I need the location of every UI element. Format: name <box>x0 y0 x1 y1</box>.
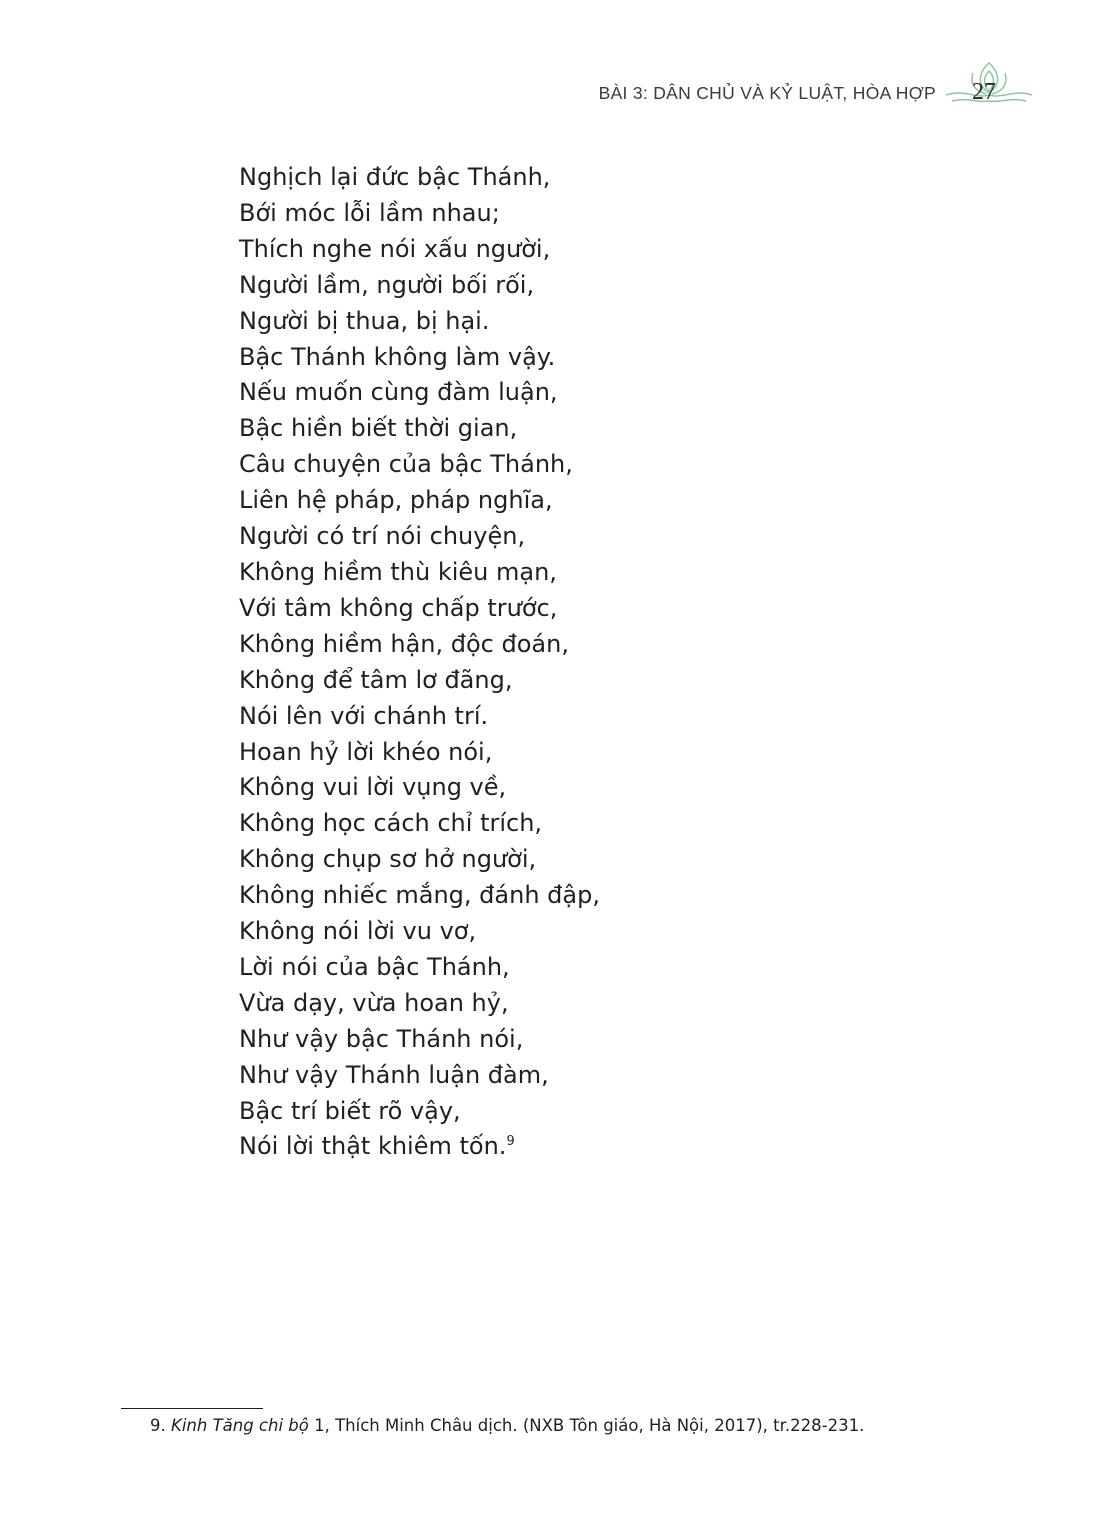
page-number: 27 <box>972 79 996 105</box>
poem-line-text: Nói lời thật khiêm tốn. <box>239 1132 507 1161</box>
poem-line: Không học cách chỉ trích, <box>239 809 543 838</box>
poem-line: Không hiềm thù kiêu mạn, <box>239 557 557 586</box>
poem-line: Không vui lời vụng về, <box>239 773 507 802</box>
poem-line: Với tâm không chấp trước, <box>239 593 558 622</box>
poem-line: Câu chuyện của bậc Thánh, <box>239 450 573 479</box>
poem-line: Bậc hiền biết thời gian, <box>239 414 518 443</box>
poem-line: Như vậy Thánh luận đàm, <box>239 1060 549 1089</box>
page-number-badge <box>944 73 1034 113</box>
poem-line: Bậc trí biết rõ vậy, <box>239 1096 461 1125</box>
footnote-number: 9. <box>150 1416 166 1435</box>
footnote <box>150 1416 864 1435</box>
chapter-title: BÀI 3: DÂN CHỦ VÀ KỶ LUẬT, HÒA HỢP <box>598 82 936 103</box>
poem-line: Lời nói của bậc Thánh, <box>239 952 510 981</box>
poem-line: Người bị thua, bị hại. <box>239 306 490 335</box>
running-header <box>599 78 1034 108</box>
poem-line: Không chụp sơ hở người, <box>239 845 537 874</box>
poem-line: Liên hệ pháp, pháp nghĩa, <box>239 486 553 515</box>
poem-line: Thích nghe nói xấu người, <box>239 234 551 263</box>
poem-line: Bới móc lỗi lầm nhau; <box>239 198 500 227</box>
poem-line: Người có trí nói chuyện, <box>239 522 526 551</box>
poem-line: Người lầm, người bối rối, <box>239 270 535 299</box>
poem-last-line <box>239 1129 600 1165</box>
poem-line: Không nói lời vu vơ, <box>239 917 477 946</box>
footnote-citation: 1, Thích Minh Châu dịch. (NXB Tôn giáo, Hà Nội, 2017), tr.228-231. <box>308 1416 865 1435</box>
footnote-book-title: Kinh Tăng chi bộ <box>171 1416 309 1435</box>
poem-body <box>239 160 600 1165</box>
poem-line: Không nhiếc mắng, đánh đập, <box>239 881 600 910</box>
poem-line: Nghịch lại đức bậc Thánh, <box>239 163 551 191</box>
poem-line: Nói lên với chánh trí. <box>239 701 489 730</box>
poem-line: Bậc Thánh không làm vậy. <box>239 342 556 371</box>
poem-line: Không để tâm lơ đãng, <box>239 665 513 694</box>
poem-line: Nếu muốn cùng đàm luận, <box>239 378 558 407</box>
poem-line: Như vậy bậc Thánh nói, <box>239 1024 524 1053</box>
poem-line: Vừa dạy, vừa hoan hỷ, <box>239 988 509 1017</box>
poem-line: Hoan hỷ lời khéo nói, <box>239 737 493 766</box>
footnote-reference[interactable]: 9 <box>506 1134 515 1150</box>
footnote-divider <box>121 1408 263 1409</box>
poem-line: Không hiềm hận, độc đoán, <box>239 629 569 658</box>
